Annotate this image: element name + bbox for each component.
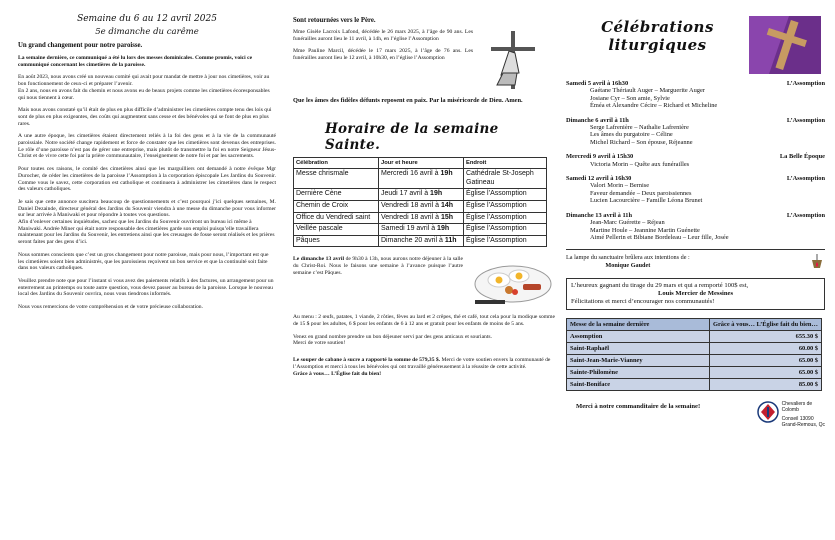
mass-entry: Samedi 12 avril à 16h30 L’Assomption Valori Morin – Bernise Faveur demandée – Deux paroissiennes Lucien Lacourcière – Famille Léona Brunet bbox=[566, 175, 825, 205]
mass-intentions bbox=[566, 80, 825, 241]
paragraph: Mais nous avons constaté qu’il était de plus en plus difficile d’administrer les cimetières compte tenu des lois qui sont de plus en plus exigeantes, des coûts qui augmentent sans cesse et des bénévoles qui se font de plus en plus rares. bbox=[18, 107, 272, 127]
table-row bbox=[294, 212, 547, 224]
collection-table bbox=[566, 318, 822, 391]
sugar-shack-thanks: Grâce à vous… L’Église fait du bien! bbox=[293, 370, 382, 377]
celebration-cell: Pâques bbox=[294, 235, 379, 247]
holy-week-schedule-table bbox=[293, 157, 547, 248]
day-cell: Samedi 19 avril à 19h bbox=[379, 224, 464, 236]
table-row: Saint-Raphaël 60.00 $ bbox=[567, 343, 822, 355]
death-notice: Mme Gisèle Lacroix Lafond, décédée le 26 mars 2025, à l’âge de 90 ans. Les funérailles auront lieu le 11 avril, à 14h, en l’église l’Assomption bbox=[293, 29, 473, 42]
breakfast-plate-icon bbox=[469, 256, 553, 308]
lottery-winner-box: L’heureux gagnant du tirage du 29 mars et qui a remporté 100$ est, Louis Mercier de Messines Félicitations et merci d’encourager nos communautés! bbox=[566, 278, 825, 310]
brunch-invite: Venez en grand nombre prendre un bon déjeuner servi par des gens amicaux et souriants. bbox=[293, 333, 492, 340]
table-row bbox=[294, 169, 547, 189]
column-header: Célébration bbox=[294, 157, 379, 169]
mass-entry: Samedi 5 avril à 16h30 L’Assomption Gaétane Thériault Auger – Marguerite Auger Josiane Cyr – Son amie, Sylvie Éméa et Alexandre Cécire – Richard et Micheline bbox=[566, 80, 825, 110]
place-cell: Église l’Assomption bbox=[464, 212, 547, 224]
celebration-cell: Messe chrismale bbox=[294, 169, 379, 189]
mass-entry: Dimanche 6 avril à 11h L’Assomption Serge Lafrenière – Nathalie Lafrenière Les âmes du purgatoire – Céline Michel Richard – Son épouse, Réjeanne bbox=[566, 116, 825, 146]
table-row bbox=[294, 189, 547, 201]
column-liturgy bbox=[566, 0, 825, 540]
liturgy-title: Célébrations liturgiques bbox=[601, 18, 714, 54]
mass-entry: Dimanche 13 avril à 11h L’Assomption Jean-Marc Guérette – Réjean Martine Houle – Jeannine Martin Guénette Aimé Pellerin et Bibiane Bordeleau – Leur fille, Josée bbox=[566, 211, 825, 241]
column-header: Endroit bbox=[464, 157, 547, 169]
table-row bbox=[294, 200, 547, 212]
cemetery-title: Un grand changement pour notre paroisse. bbox=[18, 42, 143, 49]
brunch-menu: Au menu : 2 œufs, patates, 1 viande, 2 rôties, fèves au lard et 2 crêpes, thé et café, tout cela pour la modique somme de 15 $ pour les adultes, 6 $ pour les enfants de 6 à 12 ans et gratuit pour les enfants de moins de 5 ans. bbox=[293, 314, 555, 328]
place-cell: Église l’Assomption bbox=[464, 224, 547, 236]
celebration-cell: Office du Vendredi saint bbox=[294, 212, 379, 224]
paragraph: Nous vous remercions de votre compréhension et de votre précieuse collaboration. bbox=[18, 304, 203, 311]
table-header-row bbox=[567, 319, 822, 331]
column-cemeteries bbox=[18, 0, 276, 540]
column-header: Messe de la semaine dernière bbox=[567, 319, 710, 331]
sanctuary-lamp-name: Monique Gaudet bbox=[605, 261, 651, 269]
purple-cloth-cross-image bbox=[749, 16, 821, 74]
day-cell: Mercredi 16 avril à 19h bbox=[379, 169, 464, 189]
place-cell: Église l’Assomption bbox=[464, 189, 547, 201]
paragraph: Nous sommes conscients que c’est un gros changement pour notre paroisse, mais pour nous, l’important est que les cimetières soient bien administrés, que les paroissiens reçoivent un bon service et que la continuité soit faite dans nos valeurs catholiques. bbox=[18, 251, 269, 272]
column-news bbox=[293, 0, 555, 540]
paragraph: En 2 ans, nous en avons fait du chemin et nous avons eu de beaux projets comme les cimetières écoresponsables qui nous tiennent à cœur. bbox=[18, 87, 270, 101]
sanctuary-lamp-icon bbox=[809, 254, 825, 272]
table-row: Saint-Boniface 85.00 $ bbox=[567, 379, 822, 391]
sponsor-thanks: Merci à notre commanditaire de la semaine! bbox=[576, 403, 701, 411]
mass-entry: Mercredi 9 avril à 15h30 La Belle Époque Victoria Morin – Quête aux funérailles bbox=[566, 153, 825, 168]
sunday-heading: 5e dimanche du carême bbox=[95, 27, 199, 37]
celebration-cell: Veillée pascale bbox=[294, 224, 379, 236]
celebration-cell: Dernière Cène bbox=[294, 189, 379, 201]
holy-week-title: Horaire de la semaine Sainte. bbox=[325, 120, 499, 153]
paragraph: Je sais que cette annonce suscitera beaucoup de questionnements et c’est pourquoi j’ici quelques semaines, M. Daniel Dezainde, directeur général des Jardins du Souvenir viendra à une messe du dimanche pour vous informer sur leur arrivée à Maniwaki et pour répondre à toutes vos questions. bbox=[18, 198, 276, 219]
day-cell: Jeudi 17 avril à 19h bbox=[379, 189, 464, 201]
day-cell: Vendredi 18 avril à 14h bbox=[379, 200, 464, 212]
day-cell: Dimanche 20 avril à 11h bbox=[379, 235, 464, 247]
place-cell: Église l’Assomption bbox=[464, 235, 547, 247]
celebration-cell: Chemin de Croix bbox=[294, 200, 379, 212]
paragraph: Pour toutes ces raisons, le comité des cimetières ainsi que les marguilliers ont demandé à notre évêque Mgr Durocher, de céder les cimetières de la paroisse l’Assomption à la corporation épiscopale Les Jardins du Souvenir. Comme vous le savez, cette corporation est catholique et continuera à administrer les cimetières dans le respect des valeurs catholiques. bbox=[18, 166, 276, 193]
knights-emblem-icon bbox=[757, 401, 779, 423]
column-header: Grâce à vous… L’Église fait du bien… bbox=[710, 319, 822, 331]
deaths-title: Sont retournées vers le Père. bbox=[293, 17, 376, 24]
place-cell: Église l’Assomption bbox=[464, 200, 547, 212]
paragraph: Afin d’enlever certaines inquiétudes, sachez que les Jardins du Souvenir ouvriront un bureau ici même à Maniwaki. Andrée Miner qui était notre responsable des cimetières garde son emploi puisqu’elle travaillera maintenant pour les Jardins du Souvenir, les entretiens ainsi que les creusages de fosse seront réalisés et les prières seront faites par des gens d’ici. bbox=[18, 219, 275, 246]
table-row bbox=[294, 224, 547, 236]
death-notice: Mme Pauline Marcil, décédée le 17 mars 2025, à l’âge de 76 ans. Les funérailles auront lieu le 12 avril, à 10h30, en l’église l’Assomption bbox=[293, 48, 473, 62]
table-header-row bbox=[294, 157, 547, 169]
paragraph: Veuillez prendre note que pour l’instant si vous avez des paiements relatifs à des factures, un arrangement pour un enterrement au printemps ou toute autre question, vous devez passer au bureau de la paroisse. Lorsque le nouveau local des Jardins du Souvenir ouvrira, nous vous tiendrons informés. bbox=[18, 277, 274, 298]
knights-of-columbus-logo: Chevaliers de Colomb Conseil 13090 Grand-Remous, Qc bbox=[757, 401, 825, 428]
paragraph: A une autre époque, les cimetières étaient directement reliés à la foi des gens et à la vie de la communauté paroissiale. Notre société change rapidement et force de constater que les cimetières sont devenus des entreprises. Le rôle d’une paroisse n’est pas de gérer une entreprise, mais plutôt de transmettre la foi en notre Seigneur Jésus-Christ et de vivre cette foi par la prière communautaire, l’enseignement de notre foi et par les sacrements. bbox=[18, 133, 276, 160]
prayer-text: Que les âmes des fidèles défunts reposent en paix. Par la miséricorde de Dieu. Amen. bbox=[293, 97, 523, 104]
brunch-thanks: Merci de votre soutien! bbox=[293, 340, 346, 347]
sanctuary-lamp-text: La lampe du sanctuaire brûlera aux intentions de : bbox=[566, 254, 690, 262]
table-row: Saint-Jean-Marie-Vianney 65.00 $ bbox=[567, 355, 822, 367]
week-heading: Semaine du 6 au 12 avril 2025 bbox=[77, 14, 217, 24]
day-cell: Vendredi 18 avril à 15h bbox=[379, 212, 464, 224]
paragraph: En août 2023, nous avons créé un nouveau comité qui avait pour mandat de mettre à jour nos cimetières, voir au bon fonctionnement de ceux-ci et préparer l’avenir. bbox=[18, 74, 270, 88]
brunch-announcement: Le dimanche 13 avril de 9h30 à 13h, nous aurons notre déjeuner à la salle du Christ-Roi. Nous le faisons une semaine à l’avance puisque l’autre semaine c’est Pâques. bbox=[293, 256, 464, 276]
table-row bbox=[294, 235, 547, 247]
cemetery-intro: La semaine dernière, ce communiqué a été lu lors des messes dominicales. Comme promis, voici ce communiqué concernant les cimetières de la paroisse. bbox=[18, 55, 253, 68]
sugar-shack-result: Le souper de cabane à sucre a rapporté la somme de 579,35 $. Merci de votre soutien envers la communauté de l’Assomption et merci à tous les bénévoles qui ont travaillé généreusement à la réussite de cette activité. bbox=[293, 357, 551, 370]
column-header: Jour et heure bbox=[379, 157, 464, 169]
place-cell: Cathédrale St-Joseph Gatineau bbox=[464, 169, 547, 189]
table-row: Sainte-Philomène 65.00 $ bbox=[567, 367, 822, 379]
table-row: Assomption 655.30 $ bbox=[567, 331, 822, 343]
praying-hands-cross-icon bbox=[479, 29, 541, 91]
